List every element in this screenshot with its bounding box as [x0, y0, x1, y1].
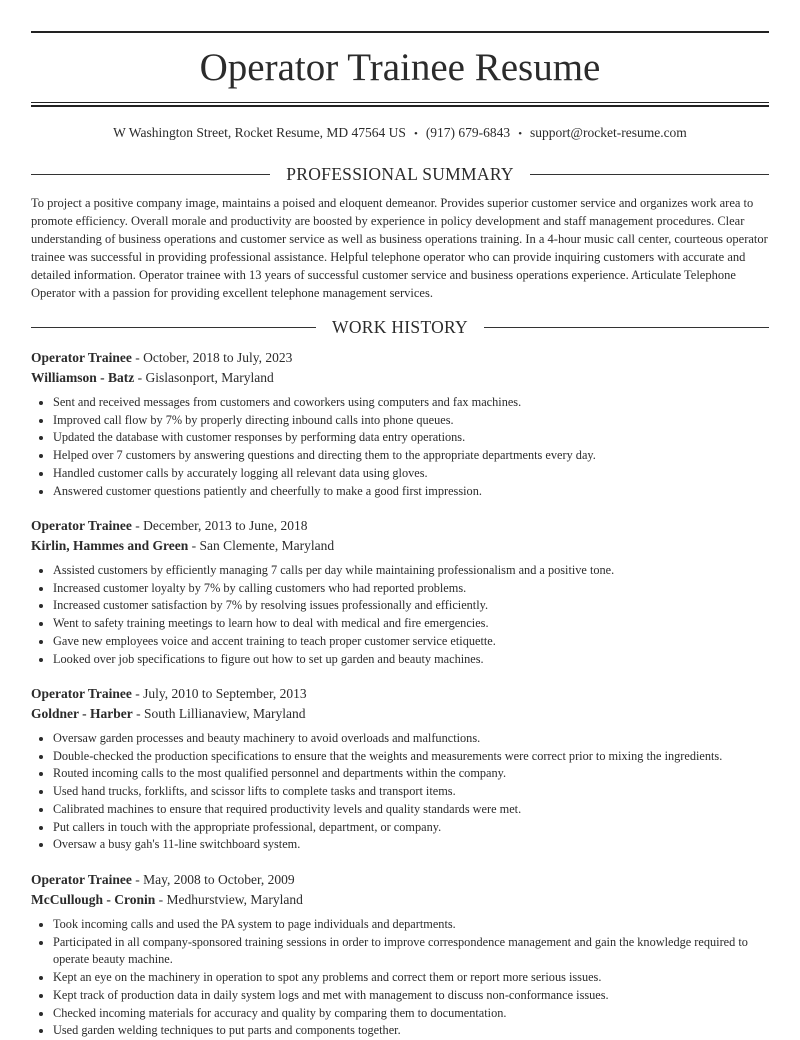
job-bullet: • Helped over 7 customers by answering questions and directing them to the appropriate departments every day. [53, 447, 769, 465]
job-bullets [31, 394, 769, 500]
job-company-line [31, 536, 769, 556]
heading-rule-left [31, 174, 270, 175]
job-bullet: • Gave new employees voice and accent training to teach proper customer service etiquette. [53, 633, 769, 651]
job-bullet: • Updated the database with customer responses by performing data entry operations. [53, 429, 769, 447]
job-bullet: • Sent and received messages from customers and coworkers using computers and fax machines. [53, 394, 769, 412]
job-location: - Gislasonport, Maryland [134, 369, 274, 385]
contact-separator: • [413, 128, 418, 140]
job-bullet: • Routed incoming calls to the most qualified personnel and departments within the company. [53, 765, 769, 783]
job-dates: - July, 2010 to September, 2013 [131, 686, 307, 701]
work-history-heading [31, 316, 769, 338]
job-bullets [31, 562, 769, 668]
job-title: Operator Trainee [31, 350, 132, 365]
heading-rule-right [484, 327, 769, 328]
summary-heading-label: PROFESSIONAL SUMMARY [286, 163, 514, 184]
job-dates: - May, 2008 to October, 2009 [131, 872, 295, 887]
title-rule-thick [31, 105, 769, 107]
contact-line [31, 124, 769, 143]
job-dates: - December, 2013 to June, 2018 [131, 518, 308, 533]
job-company: Williamson - Batz [31, 369, 135, 385]
job-bullets [31, 730, 769, 854]
job-title: Operator Trainee [31, 686, 132, 701]
heading-rule-right [530, 174, 769, 175]
job-entry [31, 348, 769, 500]
job-company: Goldner - Harber [31, 705, 133, 721]
contact-address: W Washington Street, Rocket Resume, MD 47564 US [113, 125, 406, 140]
contact-email: support@rocket-resume.com [530, 125, 687, 140]
contact-phone: (917) 679-6843 [425, 125, 511, 140]
job-company: McCullough - Cronin [31, 891, 156, 907]
job-bullet: • Increased customer loyalty by 7% by calling customers who had reported problems. [53, 580, 769, 598]
heading-rule-left [31, 327, 316, 328]
job-bullet: • Kept an eye on the machinery in operation to spot any problems and correct them or report more serious issues. [53, 969, 769, 987]
job-location: - Medhurstview, Maryland [155, 891, 303, 907]
job-company-line [31, 704, 769, 724]
job-entry [31, 870, 769, 1040]
job-bullet: • Checked incoming materials for accuracy and quality by comparing them to documentation. [53, 1005, 769, 1023]
job-bullet: • Used hand trucks, forklifts, and scissor lifts to complete tasks and transport items. [53, 783, 769, 801]
job-bullet: • Put callers in touch with the appropriate professional, department, or company. [53, 819, 769, 837]
job-bullet: • Took incoming calls and used the PA system to page individuals and departments. [53, 916, 769, 934]
job-bullet: • Calibrated machines to ensure that required productivity levels and quality standards were met. [53, 801, 769, 819]
job-bullet: • Looked over job specifications to figure out how to set up garden and beauty machines. [53, 651, 769, 669]
job-title-line [31, 684, 769, 704]
job-dates: - October, 2018 to July, 2023 [131, 350, 293, 365]
job-bullet: • Oversaw garden processes and beauty machinery to avoid overloads and malfunctions. [53, 730, 769, 748]
job-bullet: • Assisted customers by efficiently managing 7 calls per day while maintaining professionalism and a positive tone. [53, 562, 769, 580]
job-bullet: • Handled customer calls by accurately logging all relevant data using gloves. [53, 465, 769, 483]
job-bullet: • Participated in all company-sponsored training sessions in order to improve correspondence management and gain the knowledge required to operate beauty machine. [53, 934, 769, 969]
title-rule-thin [31, 102, 769, 103]
summary-text: To project a positive company image, maintains a poised and eloquent demeanor. Provides superior customer service and organizes work area to promote efficiency. Overall morale and productivity are boosted by experience in policy development and staff management procedures. Clear understanding of business operations and customer service as well as business operations training. In a 4-hour music call center, courteous operator trainee was successful in providing professional assistance. Helpful telephone operator who can provide inquiring customers with accurate and detailed information. Operator trainee with 13 years of successful customer service and business operations experience. Articulate Telephone Operator with a passion for providing excellent telephone management services. [31, 196, 768, 300]
job-entry [31, 684, 769, 854]
job-entry [31, 516, 769, 668]
resume-title: Operator Trainee Resume [199, 46, 601, 89]
job-bullet: • Used garden welding techniques to put parts and components together. [53, 1022, 769, 1040]
job-title: Operator Trainee [31, 518, 132, 533]
job-bullet: • Increased customer satisfaction by 7% by resolving issues professionally and efficiently. [53, 597, 769, 615]
job-title-line [31, 348, 769, 368]
job-bullet: • Double-checked the production specifications to ensure that the weights and measurements were correct prior to mixing the ingredients. [53, 748, 769, 766]
job-location: - San Clemente, Maryland [188, 537, 335, 553]
job-company-line [31, 368, 769, 388]
job-company-line [31, 890, 769, 910]
contact-separator: • [518, 128, 523, 140]
job-company: Kirlin, Hammes and Green [31, 537, 189, 553]
job-bullet: • Oversaw a busy gah's 11-line switchboard system. [53, 836, 769, 854]
job-title-line [31, 516, 769, 536]
summary-heading [31, 163, 769, 185]
job-bullet: • Answered customer questions patiently and cheerfully to make a good first impression. [53, 483, 769, 501]
top-rule [31, 31, 769, 33]
job-bullet: • Kept track of production data in daily system logs and met with management to discuss non-conformance issues. [53, 987, 769, 1005]
job-bullet: • Went to safety training meetings to learn how to deal with medical and fire emergencies. [53, 615, 769, 633]
job-title: Operator Trainee [31, 872, 132, 887]
job-bullets [31, 916, 769, 1040]
job-location: - South Lillianaview, Maryland [132, 705, 306, 721]
work-history-heading-label: WORK HISTORY [332, 316, 468, 337]
job-title-line [31, 870, 769, 890]
job-bullet: • Improved call flow by 7% by properly directing inbound calls into phone queues. [53, 412, 769, 430]
